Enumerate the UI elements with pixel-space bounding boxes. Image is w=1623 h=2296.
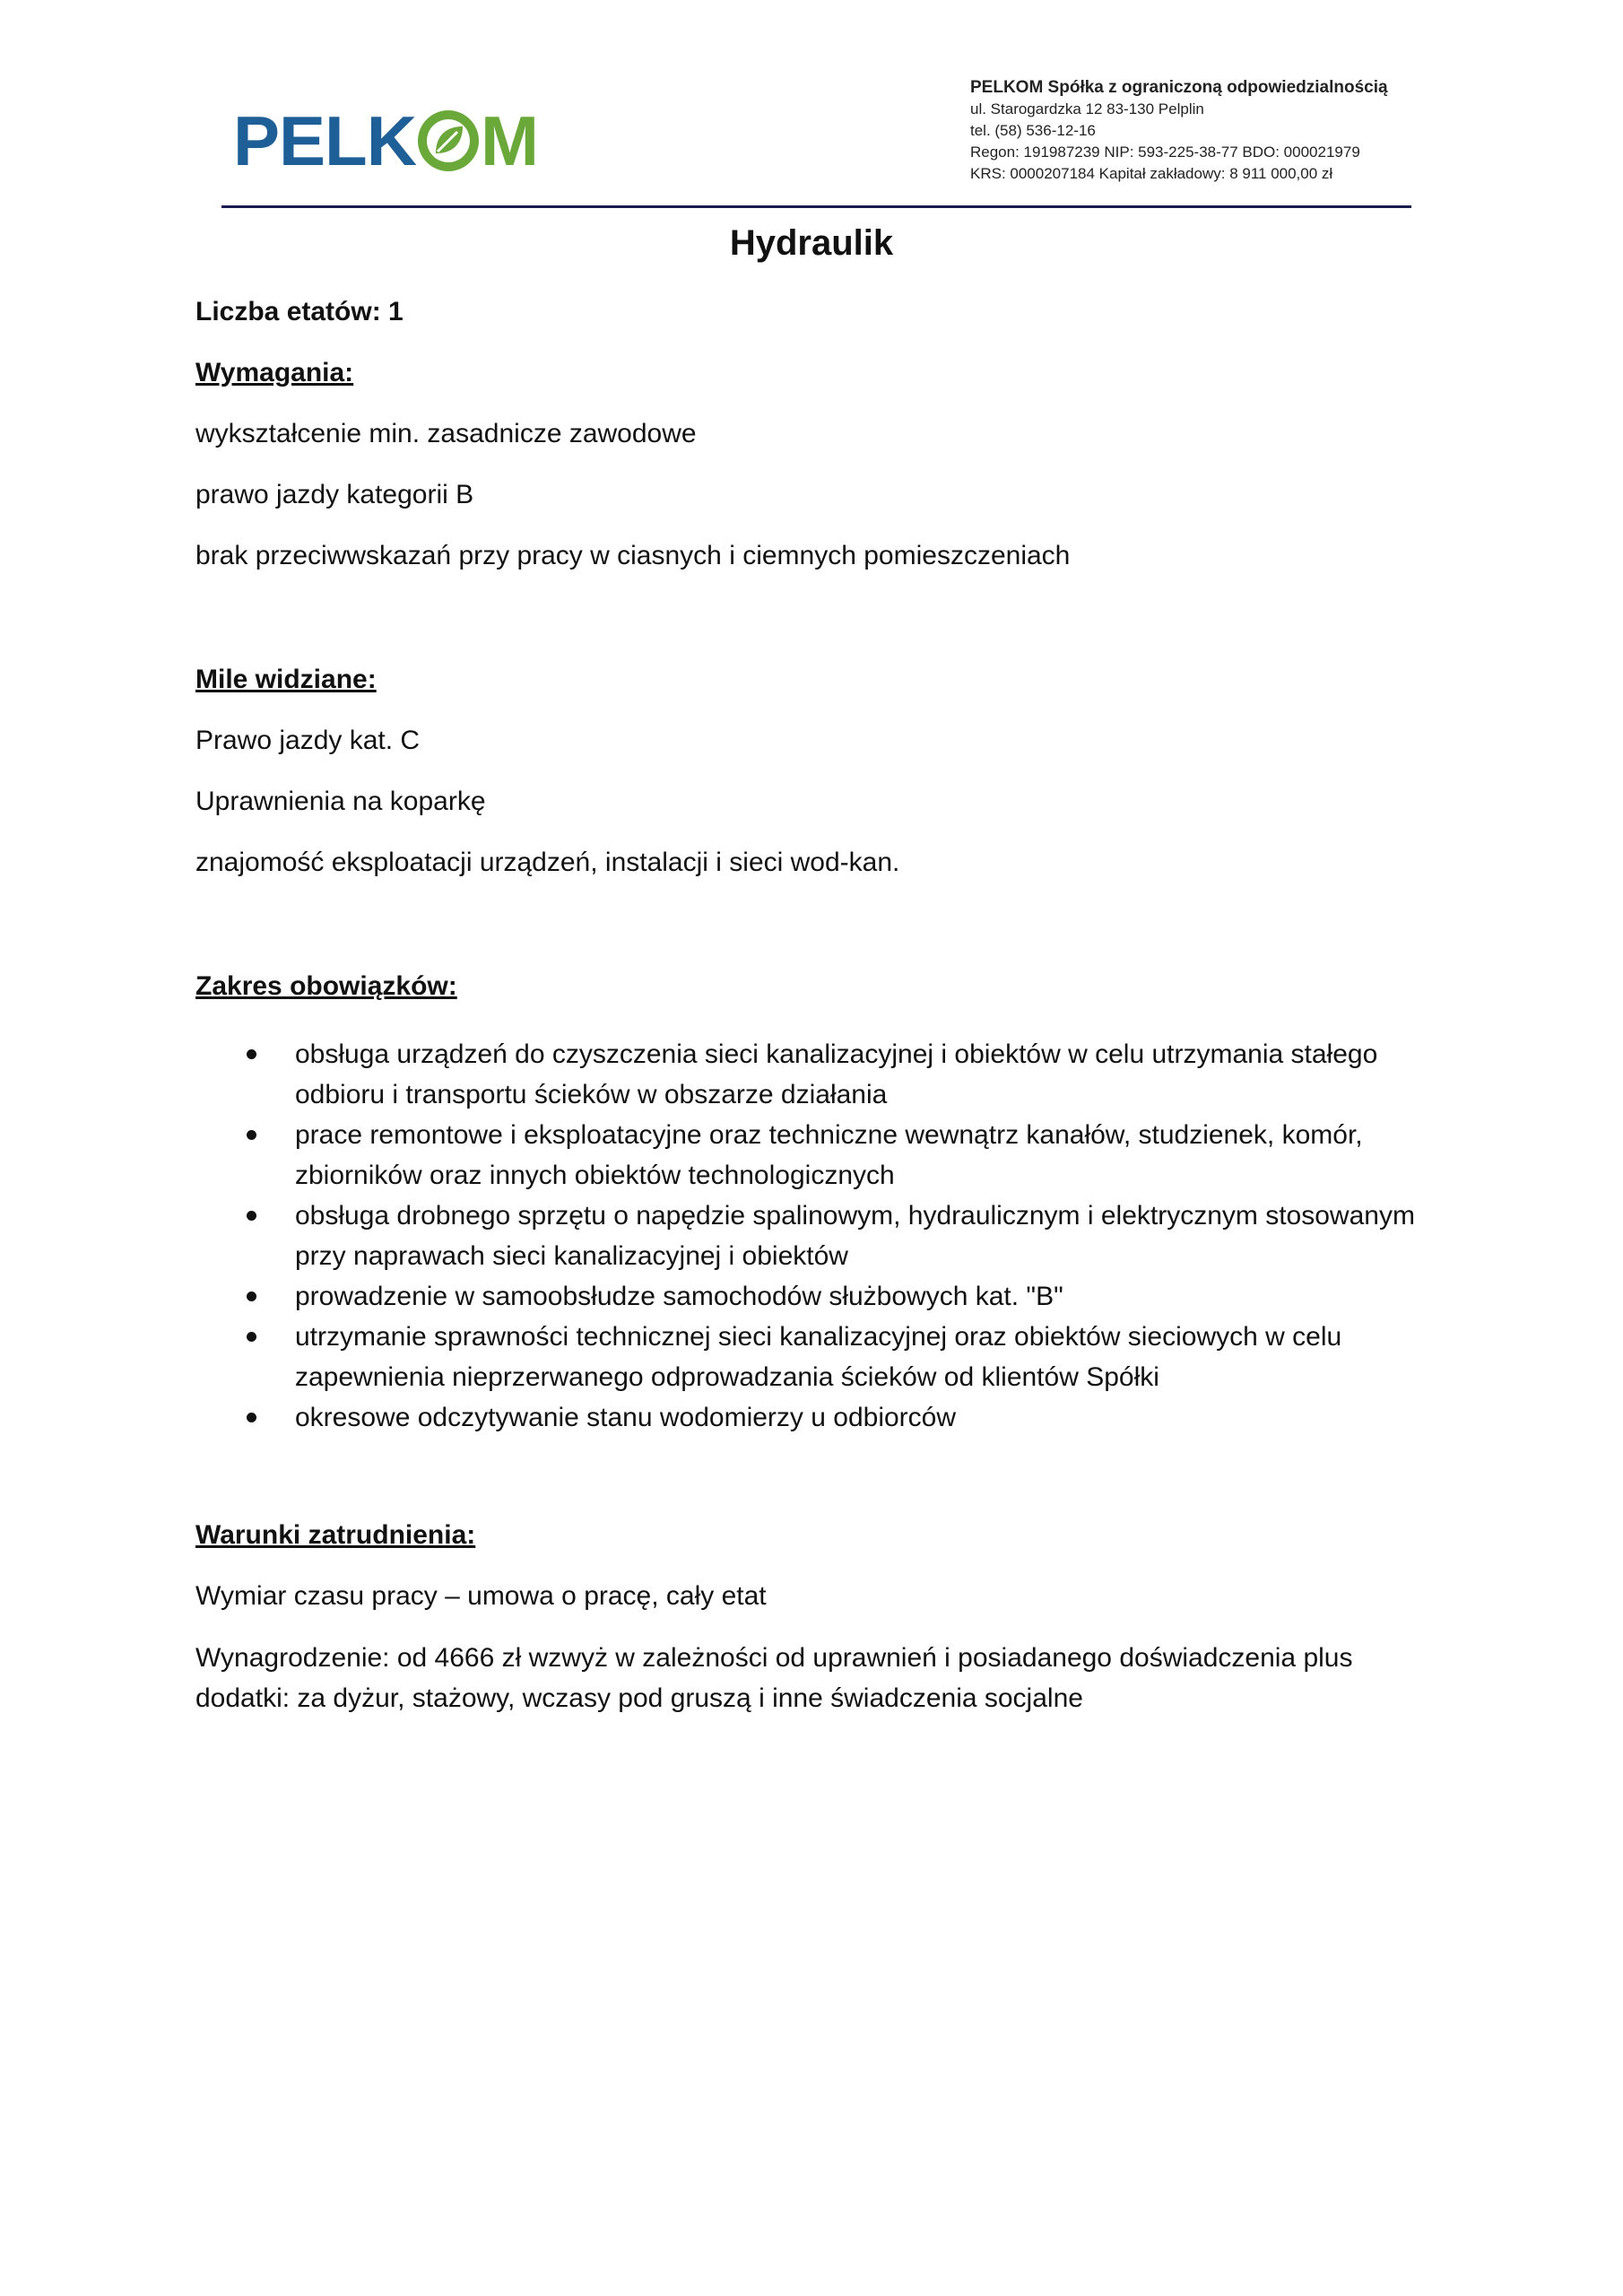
letterhead bbox=[0, 0, 1623, 215]
bullet-icon bbox=[247, 1211, 256, 1221]
nice-to-have-heading: Mile widziane: bbox=[195, 665, 377, 694]
list-item: utrzymanie sprawności technicznej sieci kanalizacyjnej oraz obiektów sieciowych w celu zapewnienia nieprzerwanego odprowadzania ścieków od klientów Spółki bbox=[195, 1317, 1433, 1397]
list-item: okresowe odczytywanie stanu wodomierzy u odbiorców bbox=[195, 1397, 1433, 1438]
nice-to-have-item: Uprawnienia na koparkę bbox=[195, 787, 486, 816]
logo-text-part1: PELK bbox=[233, 101, 417, 180]
nice-to-have-item: znajomość eksploatacji urządzeń, instalacji i sieci wod-kan. bbox=[195, 848, 900, 877]
company-logo bbox=[233, 101, 539, 180]
salary: Wynagrodzenie: od 4666 zł wzwyż w zależności od uprawnień i posiadanego doświadczenia plus dodatki: za dyżur, stażowy, wczasy pod gruszą i inne świadczenia socjalne bbox=[195, 1643, 1353, 1713]
bullet-icon bbox=[247, 1413, 256, 1422]
requirement-item: prawo jazdy kategorii B bbox=[195, 480, 474, 509]
duties-list bbox=[195, 1034, 1433, 1438]
company-krs: KRS: 0000207184 Kapitał zakładowy: 8 911 000,00 zł bbox=[970, 165, 1333, 182]
company-registry: Regon: 191987239 NIP: 593-225-38-77 BDO: 000021979 bbox=[970, 144, 1360, 161]
header-divider bbox=[221, 205, 1411, 208]
requirements-heading: Wymagania: bbox=[195, 358, 354, 387]
duties-heading: Zakres obowiązków: bbox=[195, 971, 457, 1001]
nice-to-have-item: Prawo jazdy kat. C bbox=[195, 726, 421, 755]
list-item: prowadzenie w samoobsłudze samochodów służbowych kat. "B" bbox=[195, 1276, 1433, 1317]
page-title: Hydraulik bbox=[729, 223, 894, 263]
requirement-item: wykształcenie min. zasadnicze zawodowe bbox=[195, 419, 697, 448]
bullet-icon bbox=[247, 1130, 256, 1140]
list-item: obsługa drobnego sprzętu o napędzie spalinowym, hydraulicznym i elektrycznym stosowanym przy naprawach sieci kanalizacyjnej i obiektów bbox=[195, 1196, 1433, 1276]
employment-heading: Warunki zatrudnienia: bbox=[195, 1520, 476, 1550]
bullet-icon bbox=[247, 1292, 256, 1301]
company-info bbox=[970, 77, 1388, 185]
list-item: obsługa urządzeń do czyszczenia sieci kanalizacyjnej i obiektów w celu utrzymania stałego odbioru i transportu ścieków w obszarze działania bbox=[195, 1034, 1433, 1115]
logo-text-part2: M bbox=[481, 101, 539, 180]
leaf-icon bbox=[414, 107, 482, 175]
company-address: ul. Starogardzka 12 83-130 Pelplin bbox=[970, 100, 1204, 117]
bullet-icon bbox=[247, 1332, 256, 1342]
list-item: prace remontowe i eksploatacyjne oraz techniczne wewnątrz kanałów, studzienek, komór, zbiorników oraz innych obiektów technologicznych bbox=[195, 1115, 1433, 1196]
company-name: PELKOM Spółka z ograniczoną odpowiedzialnością bbox=[970, 78, 1388, 97]
requirement-item: brak przeciwwskazań przy pracy w ciasnych i ciemnych pomieszczeniach bbox=[195, 541, 1071, 570]
positions-count: Liczba etatów: 1 bbox=[195, 297, 404, 326]
company-phone: tel. (58) 536-12-16 bbox=[970, 122, 1096, 139]
bullet-icon bbox=[247, 1049, 256, 1059]
work-time: Wymiar czasu pracy – umowa o pracę, cały etat bbox=[195, 1581, 767, 1611]
